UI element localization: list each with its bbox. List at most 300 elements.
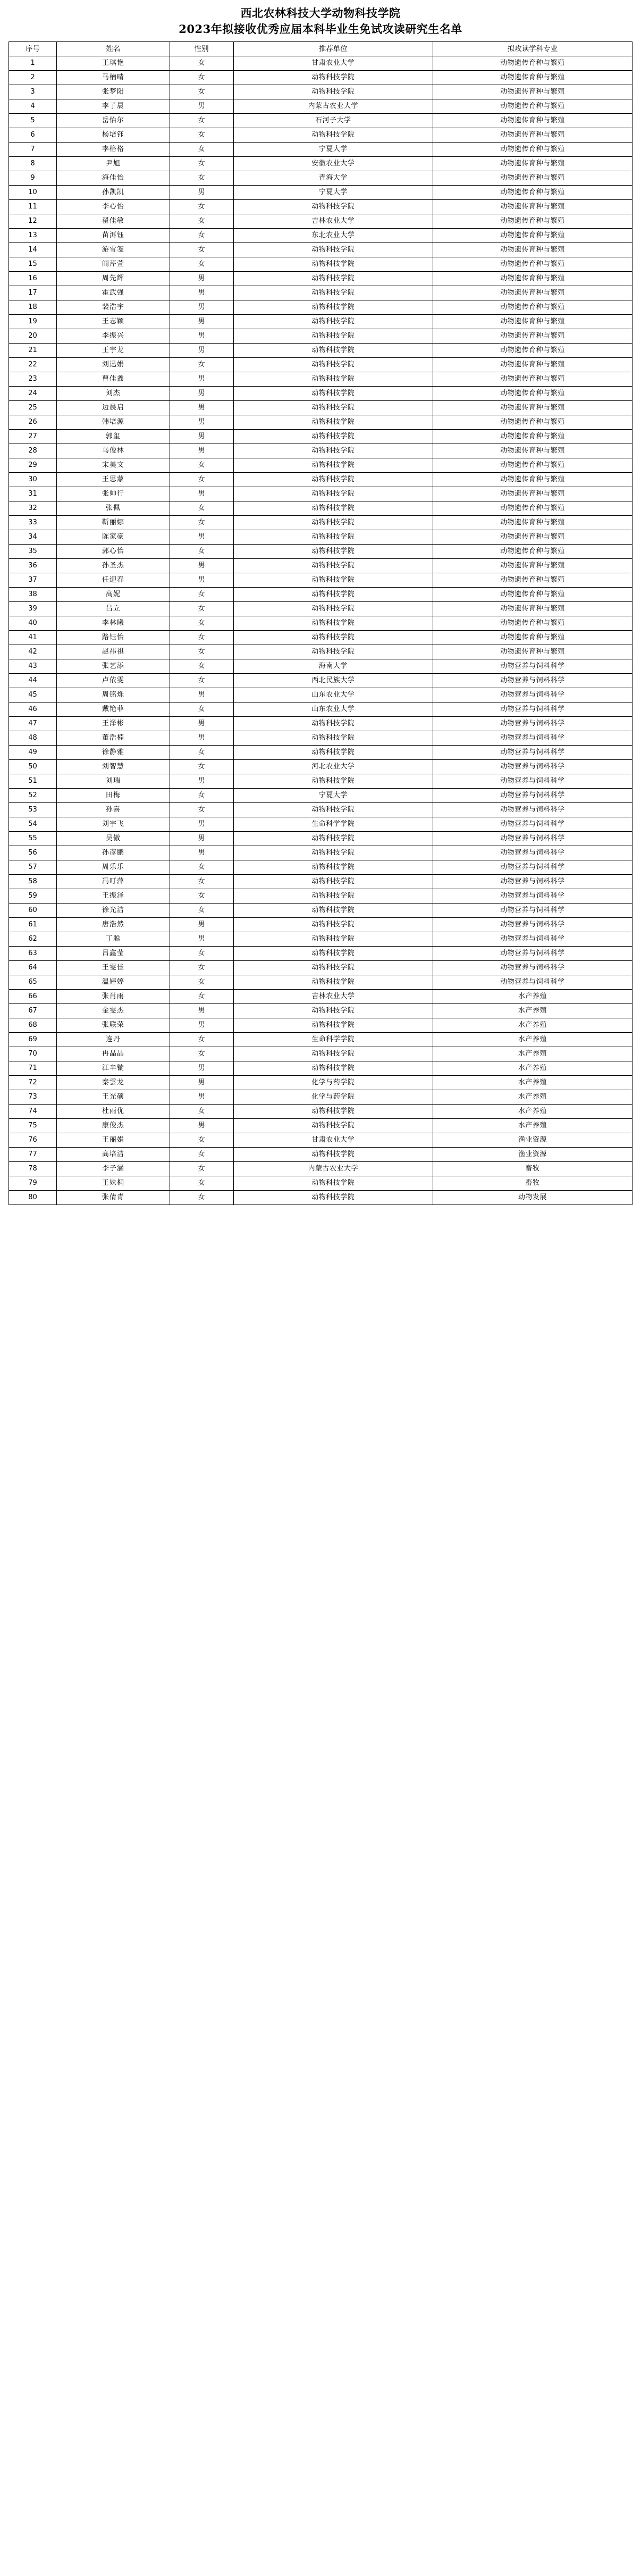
cell-unit: 动物科技学院 — [233, 71, 433, 85]
cell-sex: 女 — [170, 702, 233, 717]
cell-idx: 5 — [9, 114, 57, 128]
table-row — [9, 1061, 632, 1076]
cell-unit: 内蒙古农业大学 — [233, 1162, 433, 1176]
cell-idx: 66 — [9, 990, 57, 1004]
cell-name: 王姝桐 — [57, 1176, 170, 1191]
cell-name: 陈家豪 — [57, 530, 170, 545]
table-row — [9, 717, 632, 731]
cell-major: 动物遗传育种与繁殖 — [433, 372, 632, 387]
table-row — [9, 257, 632, 272]
table-row — [9, 1076, 632, 1090]
table-row — [9, 214, 632, 229]
cell-major: 动物遗传育种与繁殖 — [433, 573, 632, 588]
table-row — [9, 832, 632, 846]
cell-major: 动物遗传育种与繁殖 — [433, 243, 632, 257]
table-row — [9, 559, 632, 573]
cell-name: 王琪艳 — [57, 56, 170, 71]
cell-sex: 男 — [170, 832, 233, 846]
table-row — [9, 1033, 632, 1047]
cell-unit: 化学与药学院 — [233, 1076, 433, 1090]
cell-major: 动物遗传育种与繁殖 — [433, 286, 632, 300]
cell-name: 张倩青 — [57, 1191, 170, 1205]
cell-name: 霍武强 — [57, 286, 170, 300]
cell-unit: 动物科技学院 — [233, 731, 433, 746]
cell-major: 动物遗传育种与繁殖 — [433, 99, 632, 114]
cell-major: 动物营养与饲料科学 — [433, 746, 632, 760]
cell-unit: 动物科技学院 — [233, 1176, 433, 1191]
cell-sex: 女 — [170, 645, 233, 659]
cell-name: 王丽娟 — [57, 1133, 170, 1148]
cell-major: 动物营养与饲料科学 — [433, 947, 632, 961]
table-row — [9, 344, 632, 358]
cell-major: 水产养殖 — [433, 990, 632, 1004]
cell-idx: 23 — [9, 372, 57, 387]
table-row — [9, 674, 632, 688]
cell-sex: 男 — [170, 731, 233, 746]
cell-unit: 动物科技学院 — [233, 1004, 433, 1018]
cell-sex: 女 — [170, 990, 233, 1004]
cell-unit: 动物科技学院 — [233, 315, 433, 329]
cell-idx: 21 — [9, 344, 57, 358]
title-line-1: 西北农林科技大学动物科技学院 — [240, 6, 401, 20]
cell-idx: 42 — [9, 645, 57, 659]
cell-major: 动物遗传育种与繁殖 — [433, 616, 632, 631]
cell-name: 丁聪 — [57, 932, 170, 947]
cell-name: 郭心怡 — [57, 545, 170, 559]
cell-name: 周乐乐 — [57, 860, 170, 875]
table-row — [9, 789, 632, 803]
cell-unit: 动物科技学院 — [233, 860, 433, 875]
cell-name: 孙彦鹏 — [57, 846, 170, 860]
cell-sex: 男 — [170, 817, 233, 832]
table-row — [9, 1119, 632, 1133]
cell-idx: 76 — [9, 1133, 57, 1148]
cell-sex: 男 — [170, 487, 233, 501]
cell-name: 刘宇飞 — [57, 817, 170, 832]
table-row — [9, 1090, 632, 1105]
cell-major: 动物营养与饲料科学 — [433, 846, 632, 860]
table-row — [9, 358, 632, 372]
cell-unit: 动物科技学院 — [233, 961, 433, 975]
cell-major: 水产养殖 — [433, 1018, 632, 1033]
cell-sex: 女 — [170, 516, 233, 530]
cell-sex: 女 — [170, 746, 233, 760]
cell-name: 徐光洁 — [57, 904, 170, 918]
table-row — [9, 616, 632, 631]
cell-sex: 女 — [170, 904, 233, 918]
cell-name: 王思蒙 — [57, 473, 170, 487]
cell-unit: 动物科技学院 — [233, 458, 433, 473]
cell-idx: 4 — [9, 99, 57, 114]
cell-major: 动物遗传育种与繁殖 — [433, 645, 632, 659]
cell-unit: 西北民族大学 — [233, 674, 433, 688]
cell-name: 孙凯凯 — [57, 186, 170, 200]
cell-major: 动物遗传育种与繁殖 — [433, 56, 632, 71]
cell-sex: 女 — [170, 157, 233, 171]
table-row — [9, 415, 632, 430]
column-header-major: 拟攻读学科专业 — [433, 42, 632, 56]
table-row — [9, 71, 632, 85]
cell-name: 孙喜 — [57, 803, 170, 817]
cell-sex: 女 — [170, 200, 233, 214]
cell-unit: 动物科技学院 — [233, 473, 433, 487]
cell-major: 动物遗传育种与繁殖 — [433, 387, 632, 401]
cell-sex: 男 — [170, 932, 233, 947]
cell-major: 畜牧 — [433, 1162, 632, 1176]
cell-name: 孙圣杰 — [57, 559, 170, 573]
cell-major: 动物遗传育种与繁殖 — [433, 85, 632, 99]
table-row — [9, 458, 632, 473]
column-header-index: 序号 — [9, 42, 57, 56]
cell-sex: 男 — [170, 1119, 233, 1133]
cell-unit: 吉林农业大学 — [233, 990, 433, 1004]
cell-unit: 生命科学学院 — [233, 817, 433, 832]
cell-unit: 山东农业大学 — [233, 702, 433, 717]
cell-sex: 男 — [170, 717, 233, 731]
cell-name: 王光硕 — [57, 1090, 170, 1105]
table-row — [9, 516, 632, 530]
cell-name: 岳怡尔 — [57, 114, 170, 128]
cell-sex: 女 — [170, 458, 233, 473]
cell-name: 靳丽娜 — [57, 516, 170, 530]
cell-idx: 75 — [9, 1119, 57, 1133]
cell-sex: 男 — [170, 329, 233, 344]
cell-idx: 43 — [9, 659, 57, 674]
cell-major: 动物营养与饲料科学 — [433, 904, 632, 918]
cell-sex: 女 — [170, 545, 233, 559]
cell-unit: 动物科技学院 — [233, 889, 433, 904]
cell-sex: 男 — [170, 774, 233, 789]
cell-name: 周先辉 — [57, 272, 170, 286]
cell-sex: 女 — [170, 961, 233, 975]
cell-unit: 动物科技学院 — [233, 530, 433, 545]
cell-unit: 海南大学 — [233, 659, 433, 674]
cell-major: 水产养殖 — [433, 1033, 632, 1047]
cell-idx: 38 — [9, 588, 57, 602]
cell-unit: 动物科技学院 — [233, 272, 433, 286]
table-row — [9, 645, 632, 659]
cell-idx: 54 — [9, 817, 57, 832]
cell-major: 动物遗传育种与繁殖 — [433, 272, 632, 286]
cell-name: 刘智慧 — [57, 760, 170, 774]
table-row — [9, 1105, 632, 1119]
cell-idx: 47 — [9, 717, 57, 731]
cell-unit: 动物科技学院 — [233, 387, 433, 401]
cell-sex: 女 — [170, 947, 233, 961]
cell-unit: 动物科技学院 — [233, 904, 433, 918]
cell-major: 动物遗传育种与繁殖 — [433, 143, 632, 157]
cell-idx: 63 — [9, 947, 57, 961]
cell-major: 动物遗传育种与繁殖 — [433, 545, 632, 559]
table-row — [9, 760, 632, 774]
cell-idx: 18 — [9, 300, 57, 315]
table-row — [9, 501, 632, 516]
cell-idx: 36 — [9, 559, 57, 573]
cell-unit: 动物科技学院 — [233, 602, 433, 616]
cell-sex: 男 — [170, 99, 233, 114]
cell-idx: 78 — [9, 1162, 57, 1176]
title-line-2: 2023年拟接收优秀应届本科毕业生免试攻读研究生名单 — [179, 22, 462, 36]
cell-idx: 67 — [9, 1004, 57, 1018]
table-body — [9, 56, 632, 1205]
cell-idx: 45 — [9, 688, 57, 702]
cell-major: 动物营养与饲料科学 — [433, 918, 632, 932]
cell-major: 动物营养与饲料科学 — [433, 817, 632, 832]
table-row — [9, 85, 632, 99]
cell-major: 水产养殖 — [433, 1047, 632, 1061]
table-row — [9, 387, 632, 401]
cell-name: 高培洁 — [57, 1148, 170, 1162]
cell-sex: 女 — [170, 889, 233, 904]
cell-idx: 15 — [9, 257, 57, 272]
cell-idx: 25 — [9, 401, 57, 415]
cell-sex: 男 — [170, 918, 233, 932]
cell-unit: 动物科技学院 — [233, 257, 433, 272]
cell-idx: 73 — [9, 1090, 57, 1105]
cell-major: 水产养殖 — [433, 1119, 632, 1133]
cell-name: 董浩楠 — [57, 731, 170, 746]
cell-idx: 72 — [9, 1076, 57, 1090]
cell-unit: 东北农业大学 — [233, 229, 433, 243]
cell-name: 吕鑫莹 — [57, 947, 170, 961]
cell-idx: 6 — [9, 128, 57, 143]
table-row — [9, 588, 632, 602]
cell-unit: 内蒙古农业大学 — [233, 99, 433, 114]
cell-unit: 宁夏大学 — [233, 186, 433, 200]
cell-major: 动物营养与饲料科学 — [433, 688, 632, 702]
cell-sex: 女 — [170, 128, 233, 143]
cell-unit: 动物科技学院 — [233, 573, 433, 588]
cell-unit: 生命科学学院 — [233, 1033, 433, 1047]
cell-unit: 动物科技学院 — [233, 803, 433, 817]
cell-name: 吕立 — [57, 602, 170, 616]
table-row — [9, 774, 632, 789]
cell-major: 畜牧 — [433, 1176, 632, 1191]
cell-unit: 动物科技学院 — [233, 430, 433, 444]
table-row — [9, 530, 632, 545]
cell-sex: 女 — [170, 85, 233, 99]
cell-unit: 动物科技学院 — [233, 358, 433, 372]
cell-name: 李林曦 — [57, 616, 170, 631]
cell-name: 李子涵 — [57, 1162, 170, 1176]
cell-sex: 女 — [170, 674, 233, 688]
cell-name: 裴浩宇 — [57, 300, 170, 315]
cell-sex: 男 — [170, 387, 233, 401]
cell-sex: 女 — [170, 257, 233, 272]
cell-name: 任迎春 — [57, 573, 170, 588]
cell-idx: 60 — [9, 904, 57, 918]
cell-name: 杜雨优 — [57, 1105, 170, 1119]
cell-major: 动物营养与饲料科学 — [433, 717, 632, 731]
cell-unit: 青海大学 — [233, 171, 433, 186]
cell-idx: 61 — [9, 918, 57, 932]
cell-idx: 53 — [9, 803, 57, 817]
table-row — [9, 875, 632, 889]
cell-major: 动物遗传育种与繁殖 — [433, 631, 632, 645]
cell-sex: 男 — [170, 372, 233, 387]
cell-unit: 动物科技学院 — [233, 501, 433, 516]
table-row — [9, 1018, 632, 1033]
cell-major: 动物遗传育种与繁殖 — [433, 559, 632, 573]
cell-idx: 37 — [9, 573, 57, 588]
cell-sex: 男 — [170, 1076, 233, 1090]
cell-idx: 41 — [9, 631, 57, 645]
cell-major: 动物营养与饲料科学 — [433, 760, 632, 774]
cell-major: 水产养殖 — [433, 1076, 632, 1090]
table-row — [9, 688, 632, 702]
cell-major: 动物遗传育种与繁殖 — [433, 315, 632, 329]
table-row — [9, 602, 632, 616]
cell-name: 李振兴 — [57, 329, 170, 344]
table-row — [9, 99, 632, 114]
cell-name: 唐浩然 — [57, 918, 170, 932]
cell-idx: 9 — [9, 171, 57, 186]
cell-name: 卢依雯 — [57, 674, 170, 688]
cell-unit: 吉林农业大学 — [233, 214, 433, 229]
cell-major: 渔业资源 — [433, 1148, 632, 1162]
cell-sex: 女 — [170, 1162, 233, 1176]
cell-unit: 动物科技学院 — [233, 329, 433, 344]
cell-idx: 64 — [9, 961, 57, 975]
cell-name: 张联荣 — [57, 1018, 170, 1033]
cell-major: 动物遗传育种与繁殖 — [433, 71, 632, 85]
cell-idx: 2 — [9, 71, 57, 85]
cell-unit: 动物科技学院 — [233, 1018, 433, 1033]
cell-unit: 动物科技学院 — [233, 846, 433, 860]
cell-idx: 22 — [9, 358, 57, 372]
cell-sex: 女 — [170, 602, 233, 616]
cell-name: 戴艳菲 — [57, 702, 170, 717]
cell-name: 张艺添 — [57, 659, 170, 674]
table-row — [9, 904, 632, 918]
cell-sex: 女 — [170, 659, 233, 674]
cell-unit: 安徽农业大学 — [233, 157, 433, 171]
cell-major: 动物遗传育种与繁殖 — [433, 214, 632, 229]
cell-idx: 58 — [9, 875, 57, 889]
cell-sex: 女 — [170, 243, 233, 257]
cell-unit: 动物科技学院 — [233, 85, 433, 99]
cell-name: 尹旭 — [57, 157, 170, 171]
cell-name: 游雪笺 — [57, 243, 170, 257]
table-row — [9, 329, 632, 344]
cell-unit: 动物科技学院 — [233, 300, 433, 315]
cell-unit: 动物科技学院 — [233, 717, 433, 731]
cell-idx: 24 — [9, 387, 57, 401]
cell-name: 高妮 — [57, 588, 170, 602]
table-row — [9, 1133, 632, 1148]
table-row — [9, 1004, 632, 1018]
cell-idx: 20 — [9, 329, 57, 344]
cell-idx: 56 — [9, 846, 57, 860]
cell-idx: 39 — [9, 602, 57, 616]
cell-idx: 70 — [9, 1047, 57, 1061]
cell-major: 动物遗传育种与繁殖 — [433, 257, 632, 272]
cell-major: 动物遗传育种与繁殖 — [433, 415, 632, 430]
table-row — [9, 1176, 632, 1191]
cell-name: 王志颖 — [57, 315, 170, 329]
cell-name: 刘杰 — [57, 387, 170, 401]
cell-idx: 16 — [9, 272, 57, 286]
cell-sex: 男 — [170, 286, 233, 300]
cell-major: 动物遗传育种与繁殖 — [433, 588, 632, 602]
cell-major: 动物遗传育种与繁殖 — [433, 501, 632, 516]
cell-sex: 女 — [170, 588, 233, 602]
cell-major: 动物遗传育种与繁殖 — [433, 602, 632, 616]
cell-unit: 动物科技学院 — [233, 746, 433, 760]
cell-major: 动物营养与饲料科学 — [433, 774, 632, 789]
cell-idx: 30 — [9, 473, 57, 487]
cell-name: 连丹 — [57, 1033, 170, 1047]
cell-sex: 男 — [170, 573, 233, 588]
cell-name: 路钰怡 — [57, 631, 170, 645]
cell-major: 水产养殖 — [433, 1090, 632, 1105]
cell-unit: 山东农业大学 — [233, 688, 433, 702]
cell-unit: 动物科技学院 — [233, 1047, 433, 1061]
cell-sex: 男 — [170, 444, 233, 458]
table-row — [9, 56, 632, 71]
cell-unit: 宁夏大学 — [233, 143, 433, 157]
cell-sex: 女 — [170, 631, 233, 645]
cell-sex: 男 — [170, 315, 233, 329]
cell-major: 动物营养与饲料科学 — [433, 961, 632, 975]
cell-idx: 17 — [9, 286, 57, 300]
cell-major: 动物遗传育种与繁殖 — [433, 200, 632, 214]
cell-sex: 男 — [170, 530, 233, 545]
cell-idx: 74 — [9, 1105, 57, 1119]
cell-name: 吴傲 — [57, 832, 170, 846]
cell-name: 张佩 — [57, 501, 170, 516]
cell-sex: 男 — [170, 846, 233, 860]
cell-major: 动物发展 — [433, 1191, 632, 1205]
cell-unit: 动物科技学院 — [233, 1119, 433, 1133]
cell-major: 动物营养与饲料科学 — [433, 875, 632, 889]
table-row — [9, 1162, 632, 1176]
cell-idx: 12 — [9, 214, 57, 229]
cell-unit: 动物科技学院 — [233, 918, 433, 932]
cell-major: 渔业资源 — [433, 1133, 632, 1148]
cell-unit: 动物科技学院 — [233, 645, 433, 659]
cell-idx: 1 — [9, 56, 57, 71]
table-row — [9, 272, 632, 286]
cell-sex: 女 — [170, 214, 233, 229]
cell-unit: 动物科技学院 — [233, 200, 433, 214]
cell-name: 田梅 — [57, 789, 170, 803]
cell-name: 李格格 — [57, 143, 170, 157]
table-row — [9, 803, 632, 817]
cell-sex: 女 — [170, 875, 233, 889]
table-row — [9, 702, 632, 717]
cell-idx: 80 — [9, 1191, 57, 1205]
cell-name: 刘瑞 — [57, 774, 170, 789]
cell-unit: 动物科技学院 — [233, 559, 433, 573]
cell-sex: 女 — [170, 473, 233, 487]
cell-idx: 11 — [9, 200, 57, 214]
cell-idx: 33 — [9, 516, 57, 530]
table-row — [9, 315, 632, 329]
cell-idx: 19 — [9, 315, 57, 329]
cell-name: 冯叮萍 — [57, 875, 170, 889]
cell-sex: 女 — [170, 803, 233, 817]
cell-name: 杨培钰 — [57, 128, 170, 143]
cell-name: 张肖雨 — [57, 990, 170, 1004]
cell-sex: 男 — [170, 401, 233, 415]
cell-sex: 男 — [170, 344, 233, 358]
cell-major: 动物遗传育种与繁殖 — [433, 401, 632, 415]
cell-major: 动物营养与饲料科学 — [433, 702, 632, 717]
cell-major: 动物遗传育种与繁殖 — [433, 114, 632, 128]
cell-unit: 动物科技学院 — [233, 1148, 433, 1162]
cell-name: 海佳怡 — [57, 171, 170, 186]
